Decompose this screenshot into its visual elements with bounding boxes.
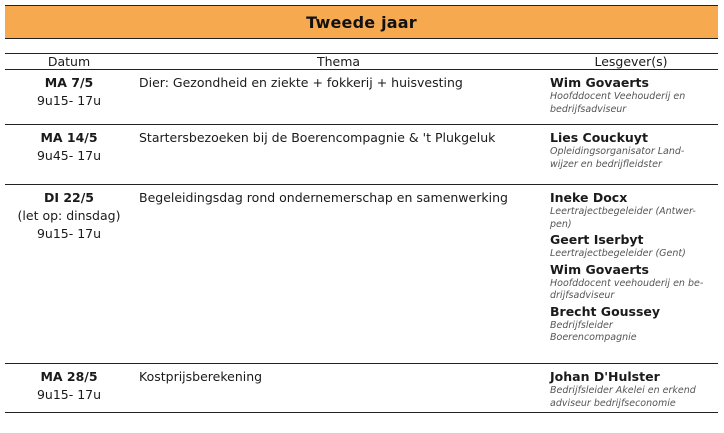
header-theme: Thema [133, 54, 544, 70]
theme-cell: Startersbezoeken bij de Boerencompagnie & 't Plukgeluk [133, 125, 544, 185]
session-time: 9u45- 17u [36, 148, 102, 163]
session-note: (let op: dinsdag) [17, 208, 121, 223]
teacher-name: Geert Iserbyt [550, 232, 644, 247]
section-banner [5, 5, 718, 39]
teacher-role: wijzer en bedrijfleidster [550, 158, 662, 170]
header-teachers: Lesgever(s) [544, 54, 718, 70]
teacher-name: Brecht Goussey [550, 303, 661, 319]
date-cell [5, 125, 133, 185]
session-day: DI 22/5 [43, 190, 95, 205]
teacher [550, 261, 712, 303]
teacher-role: Opleidingsorganisator Land- [550, 146, 685, 157]
table-row [5, 364, 718, 413]
teacher [550, 368, 712, 410]
teacher-name: Wim Govaerts [550, 75, 649, 90]
session-day: MA 28/5 [40, 369, 98, 384]
teacher-role: bedrijfsadviseur [550, 103, 627, 115]
teacher [550, 189, 712, 231]
date-cell [5, 70, 133, 125]
teacher-role: Leertrajectbegeleider (Gent) [550, 248, 686, 259]
teacher-name: Johan D'Hulster [550, 369, 660, 384]
teacher-role: Bedrijfsleider [550, 319, 613, 331]
session-time: 9u15- 17u [36, 226, 102, 241]
teachers-cell [544, 125, 718, 185]
date-cell [5, 364, 133, 413]
teachers-cell [544, 364, 718, 413]
teacher-role: adviseur bedrijfseconomie [550, 397, 676, 409]
theme-cell: Begeleidingsdag rond ondernemerschap en samenwerking [133, 185, 544, 364]
schedule-table [5, 53, 718, 413]
teacher [550, 129, 712, 171]
teacher-role: Bedrijfsleider Akelei en erkend [550, 385, 696, 396]
teacher-role: Leertrajectbegeleider (Antwer- [550, 206, 696, 217]
teacher-role: drijfsadviseur [550, 290, 615, 301]
section-title: Tweede jaar [306, 12, 417, 32]
teacher-role: Boerencompagnie [550, 332, 637, 343]
teachers-cell [544, 70, 718, 125]
header-date: Datum [5, 54, 133, 70]
teacher-role: pen) [550, 218, 572, 230]
session-time: 9u15- 17u [36, 93, 102, 108]
table-row [5, 125, 718, 185]
session-time: 9u15- 17u [36, 387, 102, 402]
date-cell [5, 185, 133, 364]
teacher-role: Hoofddocent veehouderij en be- [550, 277, 704, 289]
table-header-row [5, 54, 718, 70]
teacher-name: Lies Couckuyt [550, 130, 648, 145]
teacher-role: Hoofddocent Veehouderij en [550, 91, 686, 102]
session-day: MA 14/5 [40, 130, 98, 145]
teacher [550, 74, 712, 116]
table-row [5, 185, 718, 364]
theme-cell: Kostprijsberekening [133, 364, 544, 413]
teacher [550, 231, 712, 261]
session-day: MA 7/5 [44, 75, 94, 90]
teacher-name: Ineke Docx [550, 190, 628, 205]
teacher-name: Wim Govaerts [550, 261, 649, 277]
table-row [5, 70, 718, 125]
teachers-cell [544, 185, 718, 364]
teacher [550, 303, 712, 345]
theme-cell: Dier: Gezondheid en ziekte + fokkerij + huisvesting [133, 70, 544, 125]
